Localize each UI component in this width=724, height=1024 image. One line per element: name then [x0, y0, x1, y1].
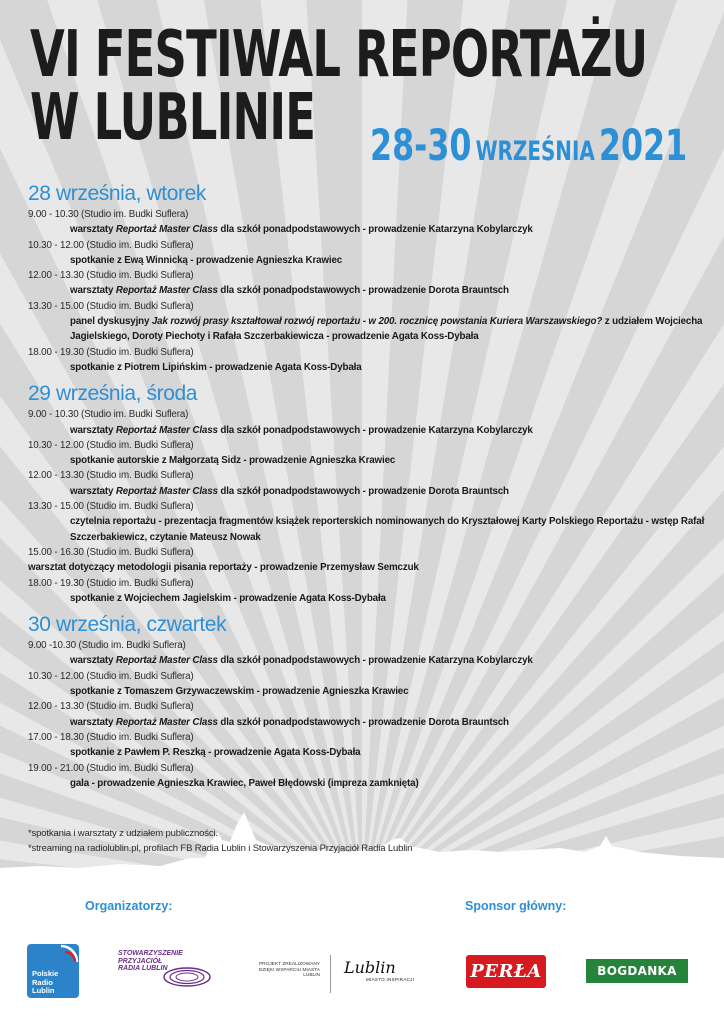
- slot-text-it: Jak rozwój prasy kształtował rozwój reportażu - w 200. rocznicę powstania Kuriera Warszawskiego?: [151, 316, 603, 328]
- schedule-slot: [28, 468, 708, 499]
- slot-description: [28, 684, 708, 699]
- slot-time: 12.00 - 13.30 (Studio im. Budki Suflera): [28, 470, 194, 482]
- polskie-radio-lublin-logo: [27, 944, 79, 998]
- slot-text-pre: warsztat dotyczący metodologii pisania reportaży - prowadzenie Przemysław Semczuk: [28, 562, 419, 574]
- schedule-slot: [28, 576, 708, 607]
- slot-time: 9.00 - 10.30 (Studio im. Budki Suflera): [28, 209, 189, 220]
- slot-description: [28, 360, 708, 375]
- slot-text-pre: warsztaty: [70, 224, 116, 236]
- slot-description: [28, 314, 708, 345]
- slot-description: [28, 653, 708, 668]
- slot-text-pre: gala - prowadzenie Agnieszka Krawiec, Paweł Błędowski (impreza zamknięta): [70, 777, 419, 789]
- schedule-slot: [28, 638, 708, 669]
- slot-time: 13.30 - 15.00 (Studio im. Budki Suflera): [28, 501, 194, 513]
- slot-time: 10.30 - 12.00 (Studio im. Budki Suflera): [28, 439, 194, 451]
- day-title: 29 września, środa: [28, 382, 198, 406]
- stowarzyszenie-text: STOWARZYSZENIE PRZYJACIÓŁ RADIA LUBLIN: [118, 950, 183, 972]
- schedule-slot: [28, 730, 708, 761]
- slot-text-post: dla szkół ponadpodstawowych - prowadzenie Dorota Brauntsch: [217, 485, 509, 497]
- schedule-slot: [28, 761, 708, 792]
- slot-text-pre: spotkanie z Tomaszem Grzywaczewskim - prowadzenie Agnieszka Krawiec: [70, 686, 409, 698]
- slot-text-pre: spotkanie z Wojciechem Jagielskim - prowadzenie Agata Koss-Dybała: [70, 592, 386, 604]
- slot-description: [28, 591, 708, 606]
- slot-description: [28, 283, 708, 298]
- schedule-slot: [28, 438, 708, 469]
- vinyl-swirl-icon: [162, 962, 212, 992]
- slot-time: 15.00 - 16.30 (Studio im. Budki Suflera): [28, 546, 194, 558]
- day-section: [28, 382, 708, 606]
- slot-text-pre: spotkanie z Pawłem P. Reszką - prowadzenie Agata Koss-Dybała: [70, 747, 361, 759]
- slot-text-pre: panel dyskusyjny: [70, 316, 152, 328]
- slot-description: [28, 453, 708, 468]
- footnotes: [28, 826, 412, 856]
- day-section: [28, 182, 708, 375]
- slot-time: 18.00 - 19.30 (Studio im. Budki Suflera): [28, 346, 194, 358]
- slot-text-it: Reportaż Master Class: [115, 424, 218, 436]
- schedule-slot: [28, 238, 708, 269]
- slot-text-it: Reportaż Master Class: [115, 224, 218, 236]
- slot-time: 9.00 - 10.30 (Studio im. Budki Suflera): [28, 409, 189, 421]
- program-schedule: [28, 182, 708, 798]
- lublin-tagline: MIASTO INSPIRACJI: [366, 977, 415, 982]
- dates-month: WRZEŚNIA: [475, 136, 595, 167]
- slot-text-post: dla szkół ponadpodstawowych - prowadzenie Dorota Brauntsch: [217, 716, 509, 728]
- slot-text-pre: spotkanie z Piotrem Lipińskim - prowadzenie Agata Koss-Dybała: [70, 361, 362, 373]
- slot-description: [28, 253, 708, 268]
- schedule-slot: [28, 499, 708, 545]
- slot-text-it: Reportaż Master Class: [115, 485, 218, 497]
- perla-logo: PERŁA: [466, 955, 546, 988]
- lublin-logo: Lublin: [344, 958, 396, 977]
- slot-text-post: dla szkół ponadpodstawowych - prowadzenie Katarzyna Kobylarczyk: [217, 224, 533, 236]
- title-line-1: VI FESTIWAL REPORTAŻU: [30, 18, 648, 92]
- slot-text-post: dla szkół ponadpodstawowych - prowadzenie Katarzyna Kobylarczyk: [217, 655, 533, 667]
- slot-time: 10.30 - 12.00 (Studio im. Budki Suflera): [28, 670, 194, 682]
- slot-time: 19.00 - 21.00 (Studio im. Budki Suflera): [28, 762, 194, 774]
- slot-text-pre: warsztaty: [70, 716, 116, 728]
- slot-description: [28, 715, 708, 730]
- radio-waves-icon: [27, 944, 79, 972]
- schedule-slot: [28, 407, 708, 438]
- slot-text-pre: warsztaty: [70, 485, 116, 497]
- bogdanka-logo: BOGDANKA: [586, 959, 688, 983]
- slot-time: 18.00 - 19.30 (Studio im. Budki Suflera): [28, 577, 194, 589]
- slot-description: [28, 222, 708, 237]
- festival-dates: [370, 121, 687, 171]
- logo-divider: [330, 955, 331, 993]
- slot-time: 17.00 - 18.30 (Studio im. Budki Suflera): [28, 731, 194, 743]
- slot-text-pre: spotkanie autorskie z Małgorzatą Sidz - prowadzenie Agnieszka Krawiec: [70, 455, 396, 467]
- schedule-slot: [28, 268, 708, 299]
- slot-text-pre: warsztaty: [70, 424, 116, 436]
- slot-text-post: dla szkół ponadpodstawowych - prowadzenie Katarzyna Kobylarczyk: [217, 424, 533, 436]
- sponsor-label: Sponsor główny:: [465, 899, 567, 913]
- slot-text-pre: spotkanie z Ewą Winnicką - prowadzenie Agnieszka Krawiec: [70, 254, 343, 266]
- organizers-label: Organizatorzy:: [85, 899, 173, 913]
- schedule-slot: [28, 207, 708, 238]
- slot-description: [28, 776, 708, 791]
- slot-text-pre: warsztaty: [70, 285, 116, 297]
- stowarzyszenie-logo: [118, 950, 214, 998]
- slot-time: 9.00 -10.30 (Studio im. Budki Suflera): [28, 640, 186, 652]
- schedule-slot: [28, 669, 708, 700]
- slot-description: [28, 423, 708, 438]
- slot-time: 13.30 - 15.00 (Studio im. Budki Suflera): [28, 300, 194, 312]
- footnote-streaming: *streaming na radiolublin.pl, profilach FB Radia Lublin i Stowarzyszenia Przyjaciół Radia Lublin: [28, 843, 413, 854]
- slot-text-pre: czytelnia reportażu - prezentacja fragmentów książek reporterskich nominowanych do Kryształowej Karty Polskiego Reportażu - wstęp Rafał Szczerbakiewicz, czytanie Mateusz Nowak: [70, 516, 705, 543]
- day-section: [28, 613, 708, 791]
- slot-time: 12.00 - 13.30 (Studio im. Budki Suflera): [28, 270, 194, 282]
- dates-year: 2021: [598, 121, 688, 171]
- polskie-radio-lublin-text: Polskie Radio Lublin: [32, 969, 59, 995]
- slot-time: 12.00 - 13.30 (Studio im. Budki Suflera): [28, 701, 194, 713]
- slot-description: [28, 745, 708, 760]
- slot-text-post: z udziałem Wojciecha Jagielskiego, Doroty Piechoty i Rafała Szczerbakiewicza - prowadzenie Agata Koss-Dybała: [70, 316, 703, 343]
- footnote-public: *spotkania i warsztaty z udziałem publiczności.: [28, 828, 218, 839]
- slot-text-post: dla szkół ponadpodstawowych - prowadzenie Dorota Brauntsch: [217, 285, 509, 297]
- slot-description: [28, 560, 708, 575]
- title-line-2: W LUBLINIE: [30, 80, 316, 155]
- slot-text-it: Reportaż Master Class: [115, 285, 218, 297]
- projekt-miasto-lublin-text: PROJEKT ZREALIZOWANY DZIĘKI WSPARCIU MIASTA LUBLIN: [258, 962, 320, 978]
- slot-text-pre: warsztaty: [70, 655, 116, 667]
- day-title: 30 września, czwartek: [28, 613, 227, 637]
- slot-text-it: Reportaż Master Class: [115, 716, 218, 728]
- slot-text-it: Reportaż Master Class: [115, 655, 218, 667]
- slot-description: [28, 484, 708, 499]
- slot-description: [28, 514, 708, 545]
- schedule-slot: [28, 699, 708, 730]
- dates-range: 28-30: [370, 121, 472, 171]
- day-title: 28 września, wtorek: [28, 182, 206, 205]
- schedule-slot: [28, 345, 708, 376]
- slot-time: 10.30 - 12.00 (Studio im. Budki Suflera): [28, 239, 194, 251]
- schedule-slot: [28, 299, 708, 345]
- schedule-slot: [28, 545, 708, 576]
